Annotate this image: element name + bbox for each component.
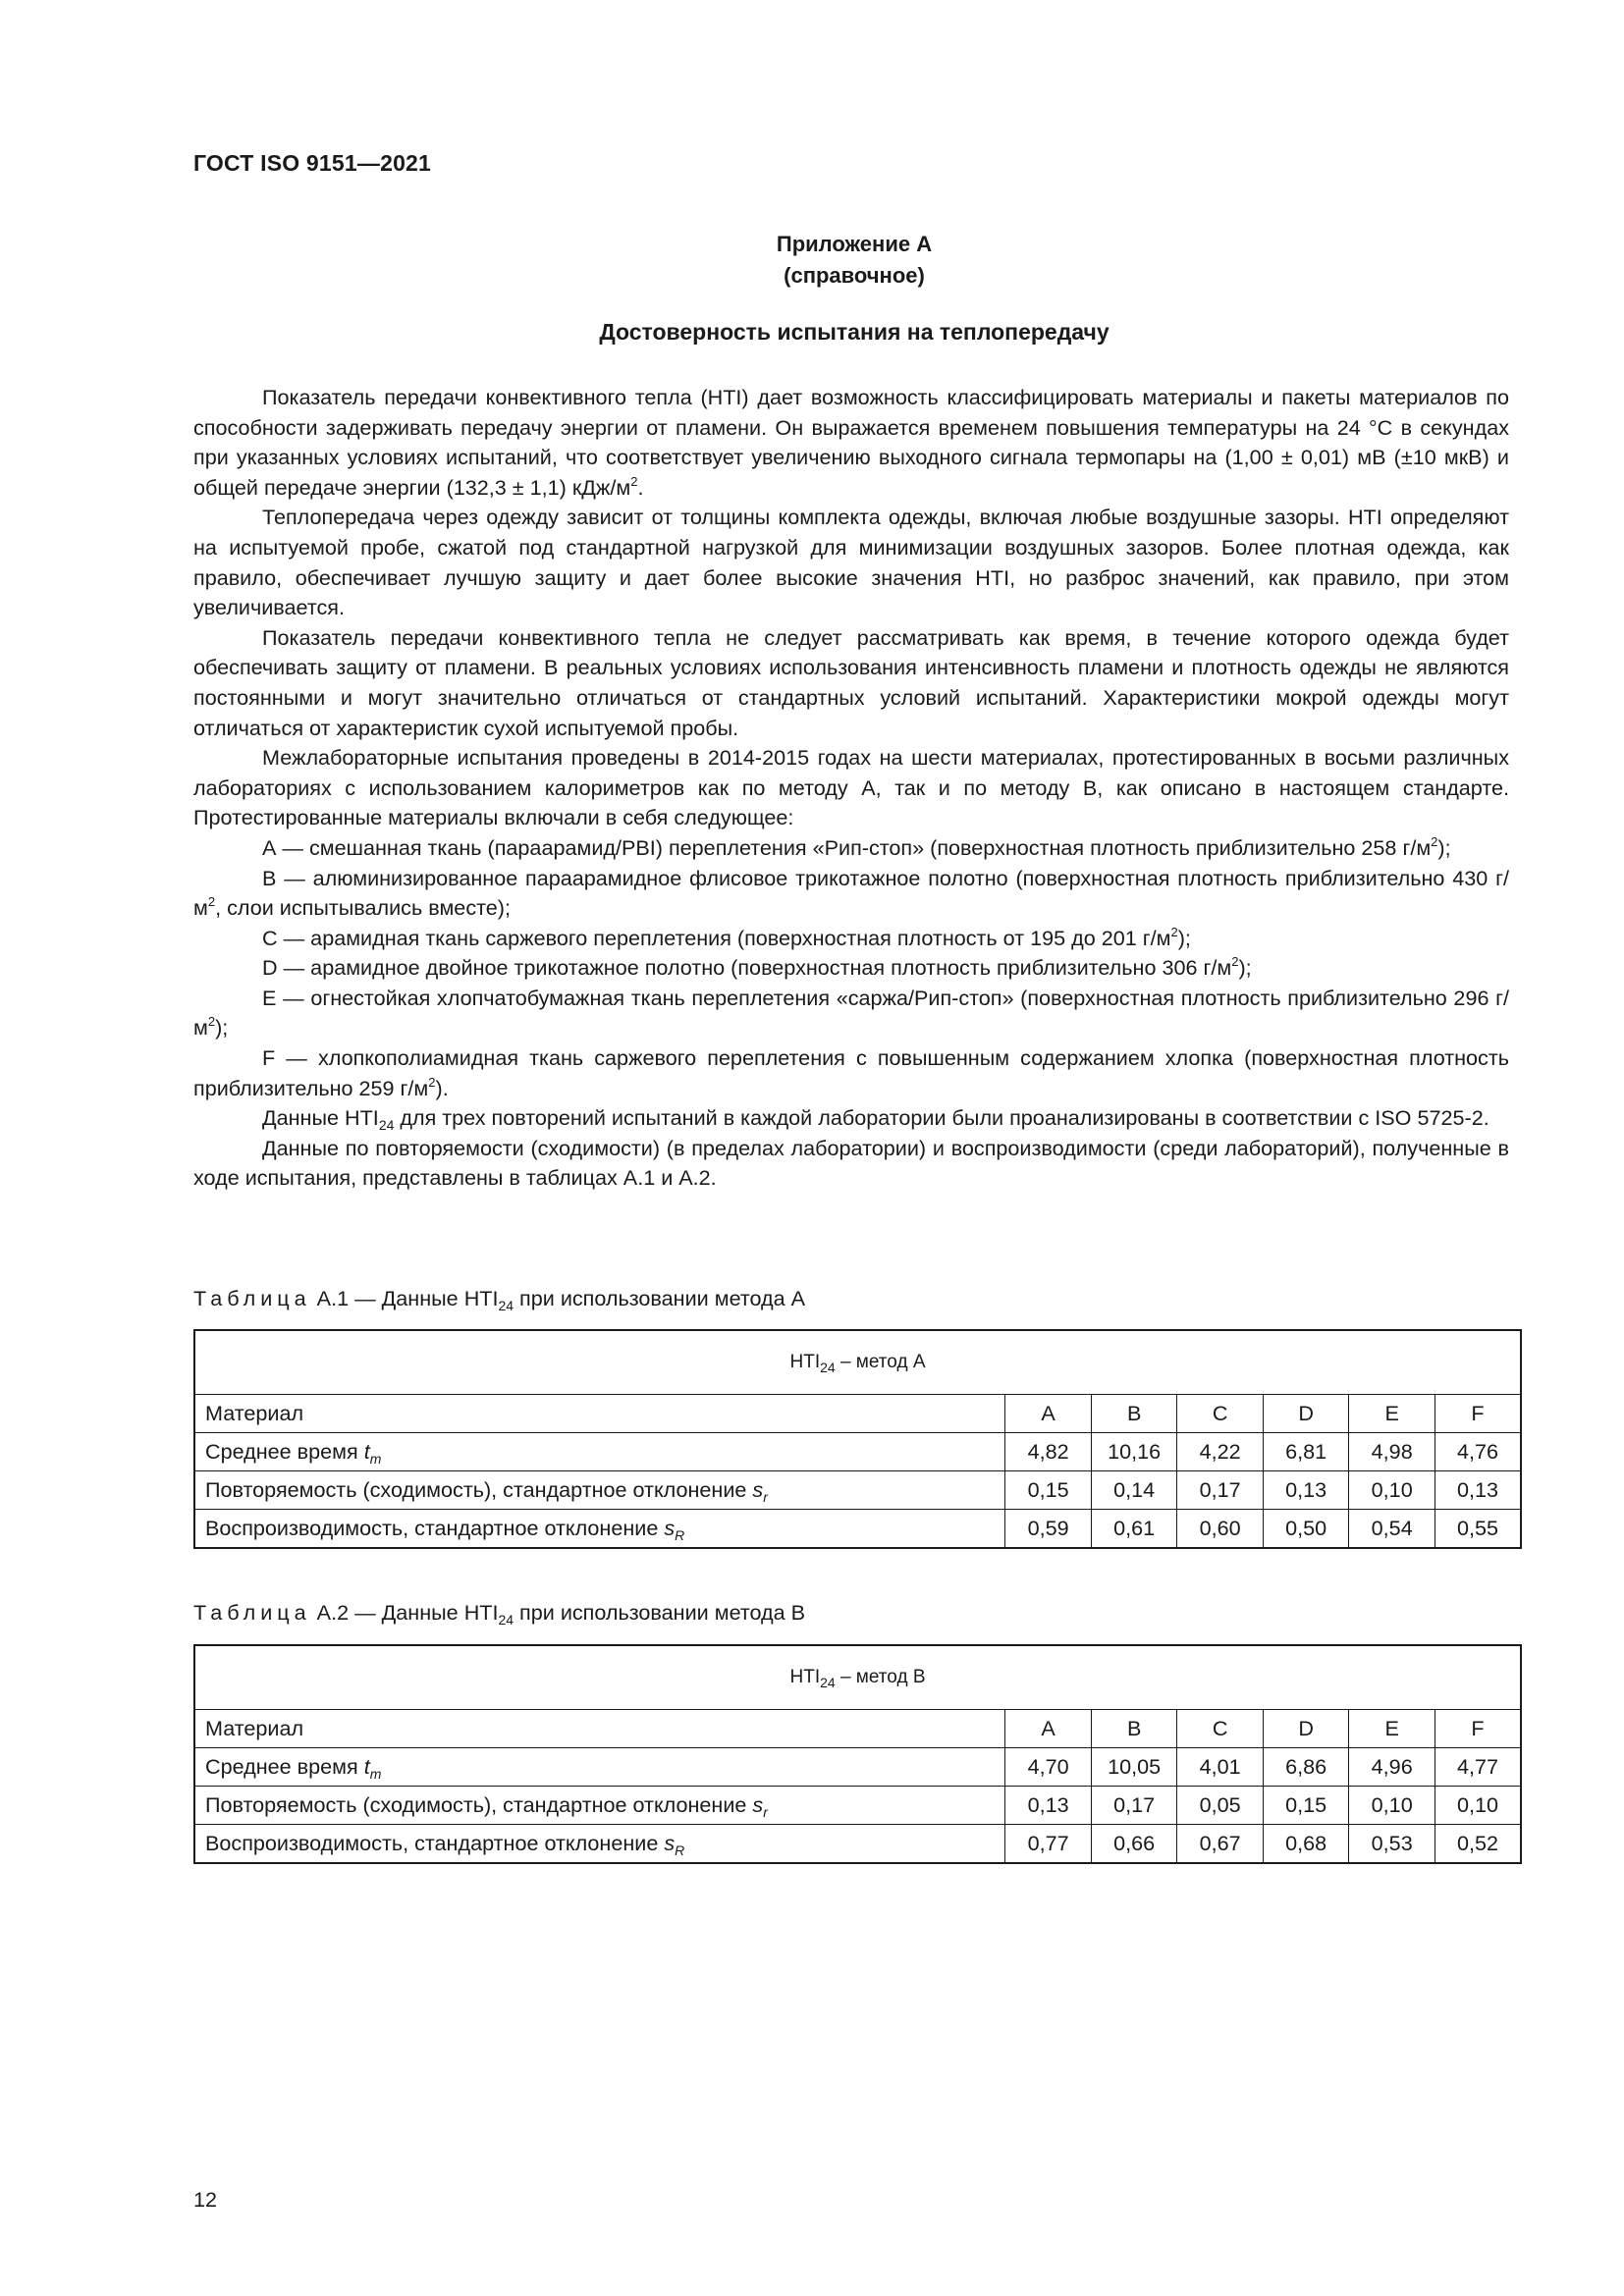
table-cell: 0,54 bbox=[1349, 1510, 1435, 1549]
annex-heading bbox=[0, 229, 1624, 292]
column-header: E bbox=[1349, 1710, 1435, 1748]
material-item-b: В — алюминизированное параарамидное флисовое трикотажное полотно (поверхностная плотность приблизительно 430 $г/м^2$, слои испытывались вместе); bbox=[193, 865, 1509, 921]
table-cell: 4,98 bbox=[1349, 1433, 1435, 1471]
paragraph: Теплопередача через одежду зависит от толщины комплекта одежды, включая любые воздушные зазоры. HTI определяют на испытуемой пробе, сжатой под стандартной нагрузкой для минимизации воздушных зазоров. Более плотная одежда, как правило, обеспечивает лучшую защиту и дает более высокие значения HTI, но разброс значений, как правило, при этом увеличивается. bbox=[193, 505, 1509, 620]
data-table bbox=[193, 1644, 1522, 1864]
table-cell: 0,13 bbox=[1435, 1471, 1521, 1510]
table-cell: 0,10 bbox=[1349, 1787, 1435, 1825]
paragraph: Межлабораторные испытания проведены в 2014-2015 годах на шести материалах, протестированных в восьми различных лабораториях с использованием калориметров как по методу А, так и по методу В, как описано в настоящем стандарте. Протестированные материалы включали в себя следующее: bbox=[193, 745, 1509, 830]
row-label: Воспроизводимость, стандартное отклонение $s_R$ bbox=[194, 1825, 1005, 1864]
table-header-row bbox=[194, 1395, 1521, 1433]
table-cell: 0,17 bbox=[1177, 1471, 1264, 1510]
table-cell: 0,50 bbox=[1263, 1510, 1349, 1549]
table-header-row bbox=[194, 1710, 1521, 1748]
table-cell: 0,10 bbox=[1349, 1471, 1435, 1510]
table-cell: 4,22 bbox=[1177, 1433, 1264, 1471]
table-cell: 0,52 bbox=[1435, 1825, 1521, 1864]
table-cell: 0,61 bbox=[1091, 1510, 1177, 1549]
table-cell: 0,15 bbox=[1263, 1787, 1349, 1825]
table-cell: 0,10 bbox=[1435, 1787, 1521, 1825]
column-header: C bbox=[1177, 1710, 1264, 1748]
table-cell: 0,55 bbox=[1435, 1510, 1521, 1549]
table-cell: 6,86 bbox=[1263, 1748, 1349, 1787]
table-row bbox=[194, 1433, 1521, 1471]
table-caption: Таблица А.1 — Данные $HTI_{24}$ при использовании метода А bbox=[193, 1286, 806, 1313]
page-number: 12 bbox=[193, 2187, 218, 2212]
paragraph: Данные $HTI_{24}$ для трех повторений испытаний в каждой лаборатории были проанализированы в соответствии с ISO 5725-2. bbox=[262, 1105, 1489, 1134]
column-header: F bbox=[1435, 1395, 1521, 1433]
table-cell: 6,81 bbox=[1263, 1433, 1349, 1471]
material-item-c: С — арамидная ткань саржевого переплетения (поверхностная плотность от 195 до 201 $г/м^2$); bbox=[262, 924, 1191, 950]
row-label: Повторяемость (сходимость), стандартное отклонение $s_r$ bbox=[194, 1471, 1005, 1510]
table-cell: 0,68 bbox=[1263, 1825, 1349, 1864]
annex-subtitle: (справочное) bbox=[784, 263, 925, 288]
data-table bbox=[193, 1329, 1522, 1549]
table-cell: 0,13 bbox=[1005, 1787, 1092, 1825]
table-row bbox=[194, 1510, 1521, 1549]
table-title-row bbox=[194, 1330, 1521, 1395]
method-title: $HTI_{24}$ – метод В bbox=[194, 1645, 1521, 1710]
table-cell: 0,53 bbox=[1349, 1825, 1435, 1864]
column-header: B bbox=[1091, 1395, 1177, 1433]
paragraph: Данные по повторяемости (сходимости) (в пределах лаборатории) и воспроизводимости (среди лабораторий), полученные в ходе испытания, представлены в таблицах А.1 и А.2. bbox=[193, 1135, 1509, 1191]
paragraph: Показатель передачи конвективного тепла (HTI) дает возможность классифицировать материалы и пакеты материалов по способности задерживать передачу энергии от пламени. Он выражается временем повышения температуры на 24 °С в секундах при указанных условиях испытаний, что соответствует увеличению выходного сигнала термопары на (1,00 ± 0,01) мВ (±10 мкВ) и общей передаче энергии (132,3 ± 1,1) кДж/$м^2$. bbox=[193, 385, 1509, 500]
table-row bbox=[194, 1787, 1521, 1825]
table-caption: Таблица А.2 — Данные $HTI_{24}$ при использовании метода В bbox=[193, 1600, 806, 1628]
table-cell: 0,59 bbox=[1005, 1510, 1092, 1549]
material-item-d: D — арамидное двойное трикотажное полотно (поверхностная плотность приблизительно 306 $г/м^2$); bbox=[262, 954, 1252, 981]
paragraph: Показатель передачи конвективного тепла не следует рассматривать как время, в течение которого одежда будет обеспечивать защиту от пламени. В реальных условиях использования интенсивность пламени и плотность одежды не являются постоянными и могут значительно отличаться от стандартных условий испытаний. Характеристики мокрой одежды могут отличаться от характеристик сухой испытуемой пробы. bbox=[193, 624, 1509, 740]
row-label: Воспроизводимость, стандартное отклонение $s_R$ bbox=[194, 1510, 1005, 1549]
column-header: A bbox=[1005, 1395, 1092, 1433]
column-header: C bbox=[1177, 1395, 1264, 1433]
table-cell: 10,05 bbox=[1091, 1748, 1177, 1787]
column-header: D bbox=[1263, 1710, 1349, 1748]
column-header: F bbox=[1435, 1710, 1521, 1748]
material-item-a: А — смешанная ткань (параарамид/PBI) переплетения «Рип-стоп» (поверхностная плотность приблизительно 258 $г/м^2$); bbox=[262, 833, 1451, 860]
table-title-row bbox=[194, 1645, 1521, 1710]
annex-title: Приложение А bbox=[776, 232, 933, 256]
table-cell: 0,14 bbox=[1091, 1471, 1177, 1510]
column-header: B bbox=[1091, 1710, 1177, 1748]
table-cell: 10,16 bbox=[1091, 1433, 1177, 1471]
table-cell: 0,13 bbox=[1263, 1471, 1349, 1510]
table-row bbox=[194, 1748, 1521, 1787]
column-header: A bbox=[1005, 1710, 1092, 1748]
row-label: Среднее время $t_m$ bbox=[194, 1748, 1005, 1787]
table-cell: 4,76 bbox=[1435, 1433, 1521, 1471]
table-cell: 4,77 bbox=[1435, 1748, 1521, 1787]
table-cell: 4,82 bbox=[1005, 1433, 1092, 1471]
body-text bbox=[193, 383, 1509, 1194]
row-label: Среднее время $t_m$ bbox=[194, 1433, 1005, 1471]
table-cell: 4,01 bbox=[1177, 1748, 1264, 1787]
row-label: Повторяемость (сходимость), стандартное отклонение $s_r$ bbox=[194, 1787, 1005, 1825]
material-item-f: F — хлопкополиамидная ткань саржевого переплетения с повышенным содержанием хлопка (поверхностная плотность приблизительно 259 $г/м^2$). bbox=[193, 1045, 1509, 1100]
table-cell: 0,60 bbox=[1177, 1510, 1264, 1549]
table-row bbox=[194, 1825, 1521, 1864]
table-cell: 0,05 bbox=[1177, 1787, 1264, 1825]
table-cell: 0,66 bbox=[1091, 1825, 1177, 1864]
table-row bbox=[194, 1471, 1521, 1510]
table-cell: 4,70 bbox=[1005, 1748, 1092, 1787]
section-title: Достоверность испытания на теплопередачу bbox=[599, 319, 1110, 345]
column-header: D bbox=[1263, 1395, 1349, 1433]
table-cell: 0,15 bbox=[1005, 1471, 1092, 1510]
table-cell: 0,67 bbox=[1177, 1825, 1264, 1864]
material-item-e: E — огнестойкая хлопчатобумажная ткань переплетения «саржа/Рип-стоп» (поверхностная плотность приблизительно 296 $г/м^2$); bbox=[193, 985, 1509, 1041]
method-title: $HTI_{24}$ – метод А bbox=[194, 1330, 1521, 1395]
table-cell: 0,77 bbox=[1005, 1825, 1092, 1864]
document-id: ГОСТ ISO 9151—2021 bbox=[193, 150, 432, 176]
header-cell: Материал bbox=[194, 1395, 1005, 1433]
column-header: E bbox=[1349, 1395, 1435, 1433]
header-cell: Материал bbox=[194, 1710, 1005, 1748]
table-cell: 0,17 bbox=[1091, 1787, 1177, 1825]
table-cell: 4,96 bbox=[1349, 1748, 1435, 1787]
